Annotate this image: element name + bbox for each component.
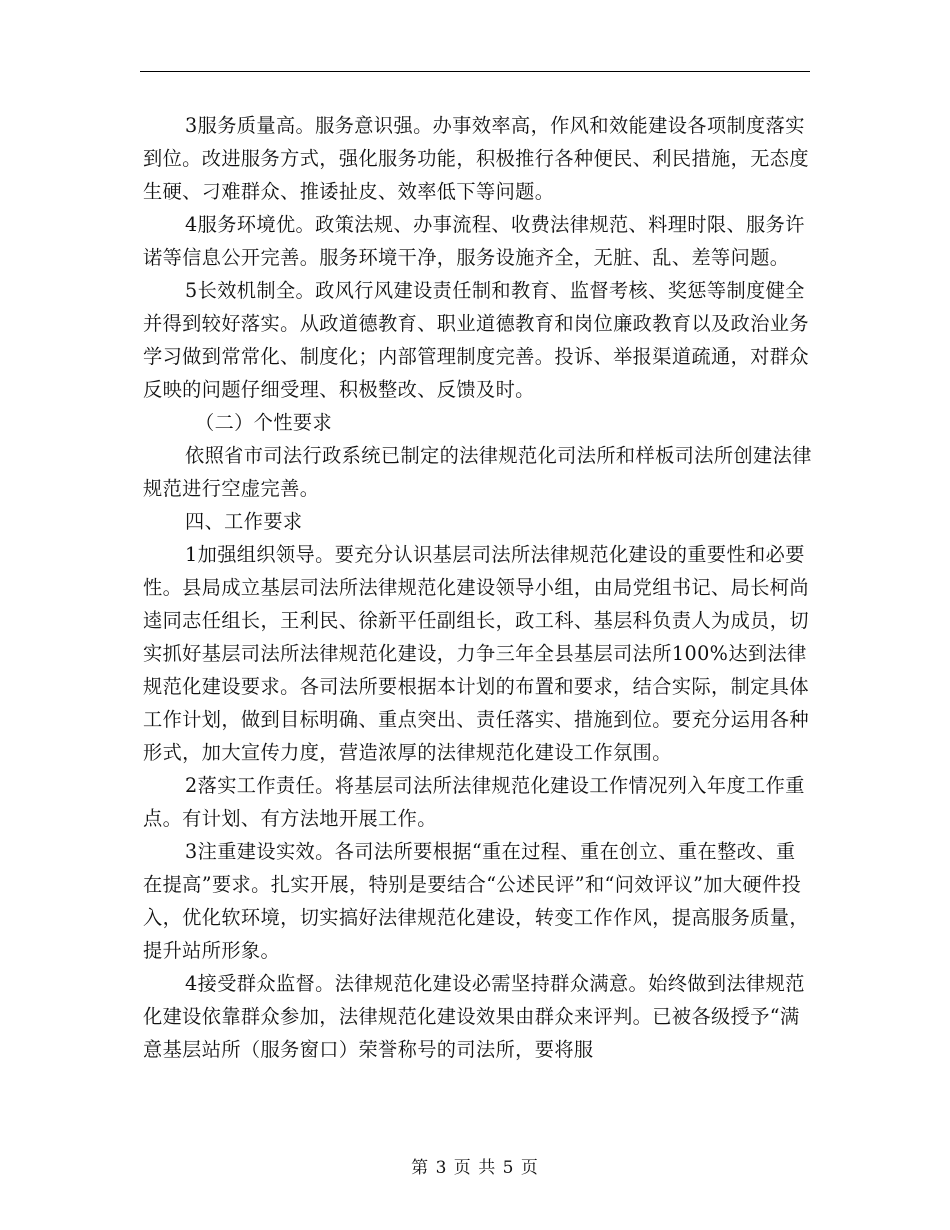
paragraph-service-quality: 3服务质量高。服务意识强。办事效率高，作风和效能建设各项制度落实到位。改进服务方式，强化服务功能，积极推行各种便民、利民措施，无态度生硬、刁难群众、推诿扯皮、效率低下等问题。 — [143, 114, 809, 203]
header-rule — [140, 71, 810, 72]
paragraph-work-responsibility: 2落实工作责任。将基层司法所法律规范化建设工作情况列入年度工作重点。有计划、有方法地开展工作。 — [143, 774, 805, 830]
document-body — [143, 109, 813, 1066]
paragraph-organizational-leadership: 1加强组织领导。要充分认识基层司法所法律规范化建设的重要性和必要性。县局成立基层司法所法律规范化建设领导小组，由局党组书记、局长柯尚逵同志任组长，王利民、徐新平任副组长，政工科、基层科负责人为成员，切实抓好基层司法所法律规范化建设，力争三年全县基层司法所100%达到法律规范化建设要求。各司法所要根据本计划的布置和要求，结合实际，制定具体工作计划，做到目标明确、重点突出、责任落实、措施到位。要充分运用各种形式，加大宣传力度，营造浓厚的法律规范化建设工作氛围。 — [143, 543, 809, 764]
paragraph-long-term-mechanism: 5长效机制全。政风行风建设责任制和教育、监督考核、奖惩等制度健全并得到较好落实。从政道德教育、职业道德教育和岗位廉政教育以及政治业务学习做到常常化、制度化；内部管理制度完善。投诉、举报渠道疏通，对群众反映的问题仔细受理、积极整改、反馈及时。 — [143, 279, 809, 401]
section-heading-work-requirements: 四、工作要求 — [185, 510, 303, 533]
paragraph-provincial-standards: 依照省市司法行政系统已制定的法律规范化司法所和样板司法所创建法律规范进行空虚完善。 — [143, 444, 812, 500]
paragraph-public-supervision: 4接受群众监督。法律规范化建设必需坚持群众满意。始终做到法律规范化建设依靠群众参加，法律规范化建设效果由群众来评判。已被各级授予“满意基层站所（服务窗口）荣誉称号的司法所，要将服 — [143, 972, 805, 1061]
paragraph-service-environment: 4服务环境优。政策法规、办事流程、收费法律规范、料理时限、服务许诺等信息公开完善。服务环境干净，服务设施齐全，无脏、乱、差等问题。 — [143, 213, 805, 269]
subheading-specific-requirements: （二）个性要求 — [195, 411, 333, 434]
paragraph-construction-effectiveness: 3注重建设实效。各司法所要根据“重在过程、重在创立、重在整改、重在提高”要求。扎实开展，特别是要结合“公述民评”和“问效评议”加大硬件投入，优化软环境，切实搞好法律规范化建设，转变工作作风，提高服务质量，提升站所形象。 — [143, 840, 809, 962]
page-number-footer: 第 3 页 共 5 页 — [411, 1158, 539, 1178]
